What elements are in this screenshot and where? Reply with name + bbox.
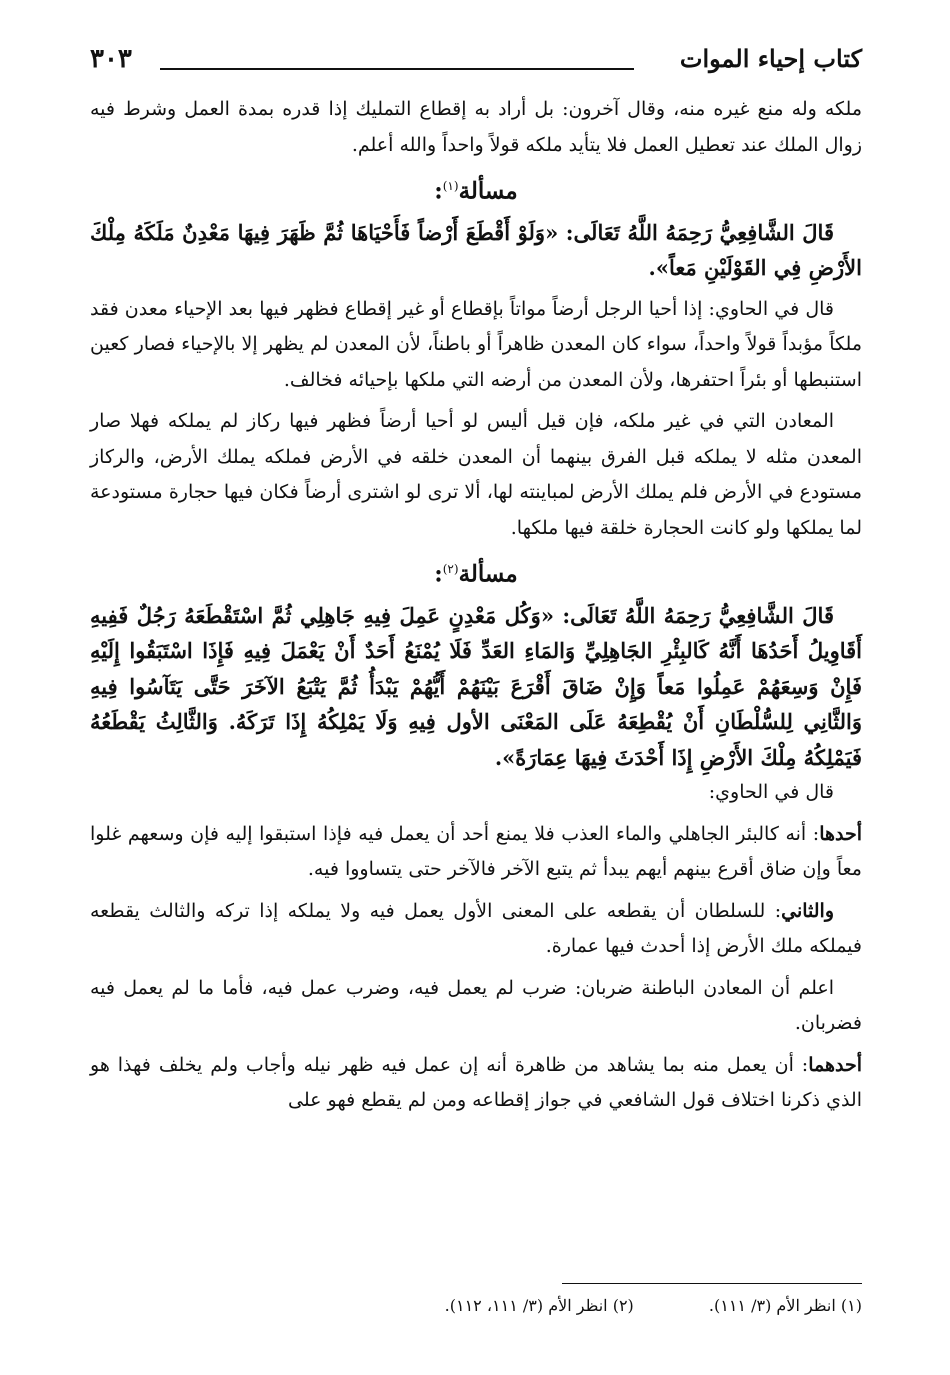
- paragraph-5-text: : أنه كالبئر الجاهلي والماء العذب فلا يمنع أحد أن يعمل فيه فإذا استبقوا إليه فإن وسعهم غلوا معاً وإن ضاق أقرع بينهم أيهم يبدأ ثم يتبع الآخر فالآخر حتى يتساووا فيه.: [90, 822, 862, 881]
- paragraph-6: [90, 894, 862, 965]
- paragraph-8: [90, 1048, 862, 1119]
- paragraph-4: قال في الحاوي:: [708, 781, 834, 804]
- running-title: كتاب إحياء الموات: [679, 44, 862, 73]
- paragraph-8-keyword: أحدهما: [808, 1053, 862, 1076]
- paragraph-5: [90, 817, 862, 888]
- page-number: ٣٠٣: [90, 44, 132, 74]
- section-heading-1: [90, 165, 862, 213]
- paragraph-3: المعادن التي في غير ملكه، فإن قيل أليس لو أحيا أرضاً فظهر فيها ركاز لم يملكه فهلا صار المعدن مثله لا يملكه قبل الفرق بينهما أن المعدن خلقه في الأرض فملكه يملك الأرض، والركاز مستودع في الأرض فلم يملك الأرض لمباينته لها، ألا ترى لو اشترى أرضاً فكان فيها حجارة مستودعة لما يملكها ولو كانت الحجارة خلقة فيها ملكها.: [90, 410, 862, 539]
- shafii-quote-1: قَالَ الشَّافِعِيُّ رَحِمَهُ اللَّهُ تَعَالَى: «وَلَوْ أَقْطَعَ أَرْضاً فَأَحْيَاهَا ثُمَّ ظَهَرَ فِيهَا مَعْدِنٌ مَلَكَهُ مِلْكَ الأَرْضِ فِي القَوْلَيْنِ مَعاً».: [90, 219, 862, 281]
- paragraph-6-text: : للسلطان أن يقطعه على المعنى الأول يعمل فيه ولا يملكه إذا تركه والثالث يقطعه فيملكه ملك الأرض إذا أحدث فيها عمارة.: [90, 899, 862, 958]
- paragraph-5-keyword: أحدها: [819, 822, 862, 845]
- footnote-rule: [562, 1283, 862, 1284]
- heading-2-colon: :: [434, 560, 443, 588]
- page-header: [90, 44, 862, 84]
- footnote-1: (١) انظر الأم (٣/ ١١١).: [708, 1296, 862, 1315]
- heading-1-footnote-ref: (١): [442, 179, 459, 193]
- footnotes: [90, 1296, 862, 1315]
- heading-1-colon: :: [434, 177, 443, 205]
- page-body: [90, 92, 862, 1119]
- paragraph-8-text: : أن يعمل منه بما يشاهد من ظاهرة أنه إن عمل فيه ظهر نيله وأجاب ولم يخلف فهذا هو الذي ذكرنا اختلاف قول الشافعي في جواز إقطاعه ومن لم يقطع فهو على: [90, 1053, 862, 1112]
- footnote-2: (٢) انظر الأم (٣/ ١١١، ١١٢).: [444, 1296, 634, 1315]
- paragraph-7: اعلم أن المعادن الباطنة ضربان: ضرب لم يعمل فيه، وضرب عمل فيه، فأما ما لم يعمل فيه فضربان.: [90, 976, 862, 1035]
- heading-2-text: مسألة: [458, 560, 518, 588]
- paragraph-1: ملكه وله منع غيره منه، وقال آخرون: بل أراد به إقطاع التمليك إذا قدره بمدة العمل وشرط فيه زوال الملك عند تعطيل العمل فلا يتأيد ملكه قولاً واحداً والله أعلم.: [90, 98, 862, 156]
- paragraph-6-keyword: والثاني: [781, 899, 834, 922]
- heading-1-text: مسألة: [458, 177, 518, 205]
- section-heading-2: [90, 548, 862, 596]
- shafii-quote-2: قَالَ الشَّافِعِيُّ رَحِمَهُ اللَّهُ تَعَالَى: «وَكُل مَعْدِنٍ عَمِلَ فِيهِ جَاهِلِي ثُمَّ اسْتَقْطَعَهُ رَجُلٌ فَفِيهِ أَقَاوِيلُ أَحَدُهَا أَنَّهُ كَالبِئْرِ الجَاهِلِيِّ وَالمَاءِ العَدِّ فَلَا يُمْنَعُ أَحَدٌ أَنْ يَعْمَلَ فِيهِ فَإِذَا اسْتَبَقُوا إِلَيْهِ فَإِنْ وَسِعَهُمْ عَمِلُوا مَعاً وَإِنْ ضَاقَ أَقْرَعَ بَيْنَهُمْ أَيُّهُمْ يَبْدَأُ ثُمَّ يَتْبَعُ الآخَرَ حَتَّى يَتَآسُوا فِيهِ وَالثَّانِي لِلسُّلْطَانِ أَنْ يُقْطِعَهُ عَلَى المَعْنَى الأول فِيهِ وَلَا يَمْلِكُهُ إِذَا تَرَكَهُ. وَالثَّالِثُ يَقْطَعُهُ فَيَمْلِكُهُ مِلْكَ الأَرْضِ إِذَا أَحْدَثَ فِيهَا عِمَارَةً».: [90, 602, 862, 770]
- heading-2-footnote-ref: (٢): [442, 562, 459, 577]
- paragraph-2: قال في الحاوي: إذا أحيا الرجل أرضاً مواتاً بإقطاع أو غير إقطاع فظهر فيها بعد الإحياء معدن فقد ملكاً مؤبداً قولاً واحداً، سواء كان المعدن ظاهراً أو باطناً، لأن المعدن لم يظهر إلا بالإحياء فصار كعين استنبطها أو بئراً احتفرها، ولأن المعدن من أرضه التي ملكها بإحيائه فخالف.: [90, 297, 862, 391]
- header-rule: [160, 68, 634, 70]
